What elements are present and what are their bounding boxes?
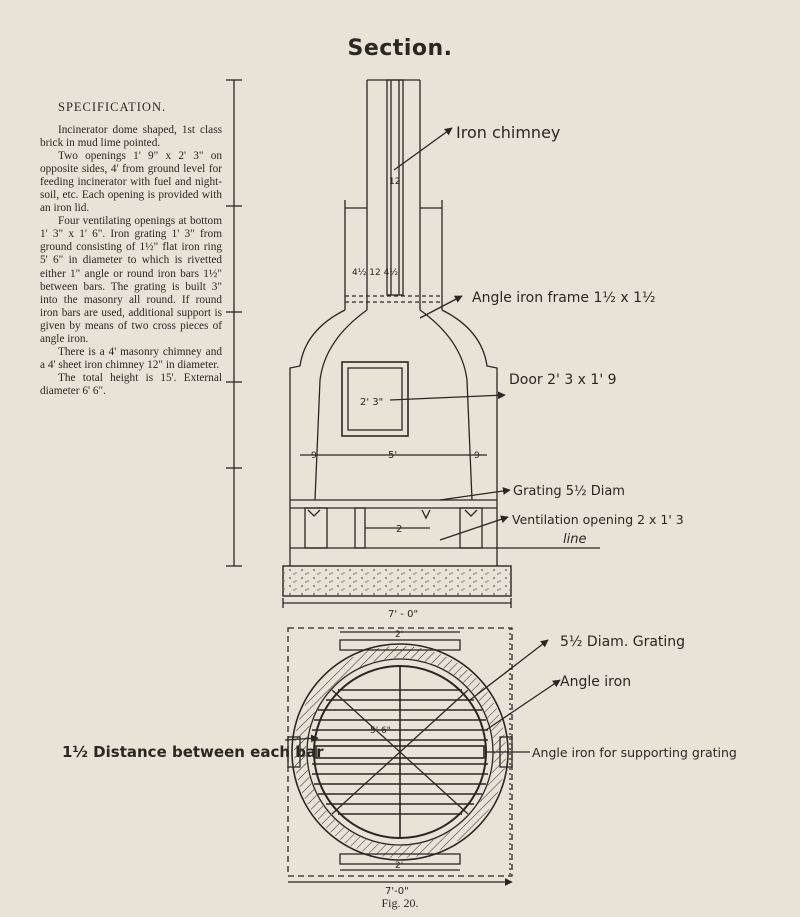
dim-door-width: 2' 3" [360, 397, 384, 408]
plan-view [285, 628, 560, 882]
page-title: Section. [347, 36, 453, 61]
label-plan-support: Angle iron for supporting grating [532, 745, 737, 760]
dim-chimney-width: 12 [389, 177, 401, 187]
label-iron-chimney: Iron chimney [456, 123, 561, 142]
dim-left-wall: 9 [311, 451, 317, 461]
dome-inner-right [420, 310, 472, 500]
spec-paragraph: The total height is 15'. External diameter 6' 6". [40, 371, 222, 397]
vent-opening-right [460, 508, 482, 548]
spec-paragraph: Two openings 1' 9" x 2' 3" on opposite sides, 4' from ground level for feeding incinerator with fuel and night-soil, etc. Each opening is provided with an iron lid. [40, 150, 222, 215]
dim-base-width: 7' - 0" [388, 609, 419, 620]
vent-opening-centre [355, 508, 365, 548]
section-elevation [226, 80, 600, 608]
iron-chimney-pipe [387, 80, 403, 295]
spec-paragraph: Four ventilating openings at bottom 1' 3" x 1' 6". Iron grating 1' 3" from ground consisting of 1½" flat iron ring 5' 6" in diameter to which is rivetted either 1" angle or round iron bars 1½" between bars. The grating is built 3" into the masonry all round. If round iron bars are used, additional support is given by means of two cross pieces of angle iron. [40, 215, 222, 345]
label-door: Door 2' 3 x 1' 9 [509, 372, 617, 388]
leader-ventilation [440, 517, 508, 540]
spec-paragraph: Incinerator dome shaped, 1st class brick in mud lime pointed. [40, 124, 222, 150]
label-angle-iron-frame: Angle iron frame 1½ x 1½ [472, 290, 656, 306]
leader-angle-iron [420, 296, 462, 318]
dim-plan-bottom: 2' [395, 861, 404, 871]
dim-inner-width: 5' [388, 450, 398, 461]
grating-mark [465, 510, 477, 516]
leader-plan-grating [470, 640, 548, 700]
label-line: line [563, 532, 587, 547]
foundation-fill [284, 567, 510, 595]
grating-mark [422, 510, 430, 518]
dim-plan-top: 2' [395, 630, 404, 640]
spec-heading: SPECIFICATION. [58, 100, 167, 114]
dim-right-wall: 9 [474, 451, 480, 461]
leader-grating [440, 490, 510, 500]
dim-masonry-chimney: 4½ 12 4½ [352, 268, 399, 278]
figure-caption: Fig. 20. [381, 896, 419, 910]
dim-plan-inner: 5' 6" [370, 726, 391, 736]
label-plan-distance: 1½ Distance between each bar [62, 743, 324, 761]
label-ventilation: Ventilation opening 2 x 1' 3 [512, 512, 684, 527]
grating-mark [308, 510, 320, 516]
label-grating: Grating 5½ Diam [513, 484, 625, 499]
label-plan-angle-iron: Angle iron [560, 674, 632, 690]
dim-vent-width: 2 [396, 524, 403, 535]
spec-paragraph: There is a 4' masonry chimney and a 4' sheet iron chimney 12" in diameter. [40, 345, 222, 371]
label-plan-grating: 5½ Diam. Grating [560, 634, 686, 650]
dim-plan-overall: 7'-0" [385, 886, 409, 897]
